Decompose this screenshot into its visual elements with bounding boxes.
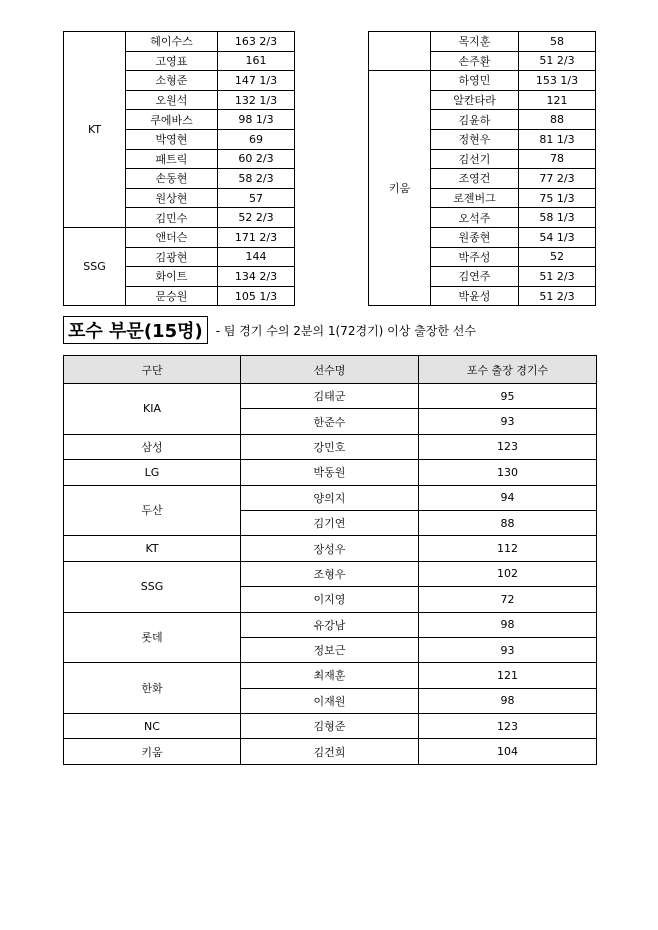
player-name: 오석주 [431, 208, 519, 228]
table-row [64, 612, 597, 637]
innings-value: 134 2/3 [218, 267, 295, 287]
games-value: 98 [419, 688, 597, 713]
table-row [64, 227, 295, 247]
player-name: 앤더슨 [126, 227, 218, 247]
player-name: 문승원 [126, 286, 218, 306]
player-name: 손주환 [431, 51, 519, 71]
player-name: 김기연 [241, 510, 419, 535]
table-row [369, 32, 596, 52]
catcher-table [63, 355, 597, 765]
pitcher-table-left-body [64, 32, 295, 306]
games-value: 93 [419, 409, 597, 434]
player-name: 헤이수스 [126, 32, 218, 52]
pitcher-table-right [368, 31, 596, 306]
player-name: 원종현 [431, 227, 519, 247]
team-cell: KIA [64, 384, 241, 435]
player-name: 김윤하 [431, 110, 519, 130]
team-cell: 키움 [64, 739, 241, 764]
player-name: 김민수 [126, 208, 218, 228]
games-value: 98 [419, 612, 597, 637]
innings-value: 105 1/3 [218, 286, 295, 306]
games-value: 102 [419, 561, 597, 586]
games-value: 94 [419, 485, 597, 510]
innings-value: 57 [218, 188, 295, 208]
player-name: 조형우 [241, 561, 419, 586]
table-row [369, 71, 596, 91]
player-name: 김형준 [241, 714, 419, 739]
innings-value: 161 [218, 51, 295, 71]
team-cell: 롯데 [64, 612, 241, 663]
player-name: 유강남 [241, 612, 419, 637]
player-name: 이재원 [241, 688, 419, 713]
player-name: 조영건 [431, 169, 519, 189]
team-cell: NC [64, 714, 241, 739]
innings-value: 69 [218, 129, 295, 149]
header-player: 선수명 [241, 356, 419, 384]
player-name: 최재훈 [241, 663, 419, 688]
player-name: 패트릭 [126, 149, 218, 169]
innings-value: 58 [519, 32, 596, 52]
team-cell: 삼성 [64, 434, 241, 459]
innings-value: 52 [519, 247, 596, 267]
innings-value: 75 1/3 [519, 188, 596, 208]
innings-value: 163 2/3 [218, 32, 295, 52]
table-row [64, 485, 597, 510]
games-value: 130 [419, 460, 597, 485]
innings-value: 77 2/3 [519, 169, 596, 189]
pitcher-table-left [63, 31, 295, 306]
innings-value: 132 1/3 [218, 90, 295, 110]
team-cell: 키움 [369, 71, 431, 306]
games-value: 93 [419, 637, 597, 662]
header-games: 포수 출장 경기수 [419, 356, 597, 384]
innings-value: 60 2/3 [218, 149, 295, 169]
player-name: 김건희 [241, 739, 419, 764]
games-value: 123 [419, 434, 597, 459]
player-name: 손동현 [126, 169, 218, 189]
innings-value: 121 [519, 90, 596, 110]
player-name: 소형준 [126, 71, 218, 91]
table-row [64, 739, 597, 764]
player-name: 쿠에바스 [126, 110, 218, 130]
player-name: 원상현 [126, 188, 218, 208]
player-name: 이지영 [241, 587, 419, 612]
team-cell: 한화 [64, 663, 241, 714]
innings-value: 147 1/3 [218, 71, 295, 91]
player-name: 정보근 [241, 637, 419, 662]
player-name: 알칸타라 [431, 90, 519, 110]
player-name: 정현우 [431, 129, 519, 149]
pitcher-table-right-body [369, 32, 596, 306]
player-name: 강민호 [241, 434, 419, 459]
innings-value: 171 2/3 [218, 227, 295, 247]
team-cell: KT [64, 536, 241, 561]
team-cell: KT [64, 32, 126, 228]
team-cell: SSG [64, 561, 241, 612]
team-cell: LG [64, 460, 241, 485]
player-name: 화이트 [126, 267, 218, 287]
player-name: 김선기 [431, 149, 519, 169]
player-name: 목지훈 [431, 32, 519, 52]
catcher-table-body [64, 384, 597, 765]
catcher-section-heading [63, 316, 476, 344]
player-name: 로젠버그 [431, 188, 519, 208]
table-row [64, 714, 597, 739]
team-cell: 두산 [64, 485, 241, 536]
innings-value: 78 [519, 149, 596, 169]
games-value: 72 [419, 587, 597, 612]
innings-value: 88 [519, 110, 596, 130]
innings-value: 51 2/3 [519, 286, 596, 306]
table-row [64, 460, 597, 485]
player-name: 김태군 [241, 384, 419, 409]
games-value: 104 [419, 739, 597, 764]
section-title: 포수 부문(15명) [63, 316, 208, 344]
games-value: 112 [419, 536, 597, 561]
innings-value: 153 1/3 [519, 71, 596, 91]
team-cell [369, 32, 431, 71]
player-name: 양의지 [241, 485, 419, 510]
innings-value: 144 [218, 247, 295, 267]
player-name: 하영민 [431, 71, 519, 91]
table-row [64, 663, 597, 688]
player-name: 박동원 [241, 460, 419, 485]
player-name: 김광현 [126, 247, 218, 267]
innings-value: 54 1/3 [519, 227, 596, 247]
innings-value: 51 2/3 [519, 51, 596, 71]
player-name: 김연주 [431, 267, 519, 287]
innings-value: 81 1/3 [519, 129, 596, 149]
header-team: 구단 [64, 356, 241, 384]
table-row [64, 536, 597, 561]
player-name: 장성우 [241, 536, 419, 561]
table-row [64, 561, 597, 586]
games-value: 88 [419, 510, 597, 535]
games-value: 121 [419, 663, 597, 688]
section-note: - 팀 경기 수의 2분의 1(72경기) 이상 출장한 선수 [215, 323, 476, 338]
innings-value: 58 1/3 [519, 208, 596, 228]
innings-value: 58 2/3 [218, 169, 295, 189]
player-name: 박주성 [431, 247, 519, 267]
player-name: 한준수 [241, 409, 419, 434]
catcher-table-header-row [64, 356, 597, 384]
table-row [64, 434, 597, 459]
player-name: 오원석 [126, 90, 218, 110]
player-name: 박윤성 [431, 286, 519, 306]
player-name: 고영표 [126, 51, 218, 71]
games-value: 95 [419, 384, 597, 409]
table-row [64, 384, 597, 409]
innings-value: 52 2/3 [218, 208, 295, 228]
table-row [64, 32, 295, 52]
innings-value: 51 2/3 [519, 267, 596, 287]
innings-value: 98 1/3 [218, 110, 295, 130]
team-cell: SSG [64, 227, 126, 305]
player-name: 박영현 [126, 129, 218, 149]
games-value: 123 [419, 714, 597, 739]
